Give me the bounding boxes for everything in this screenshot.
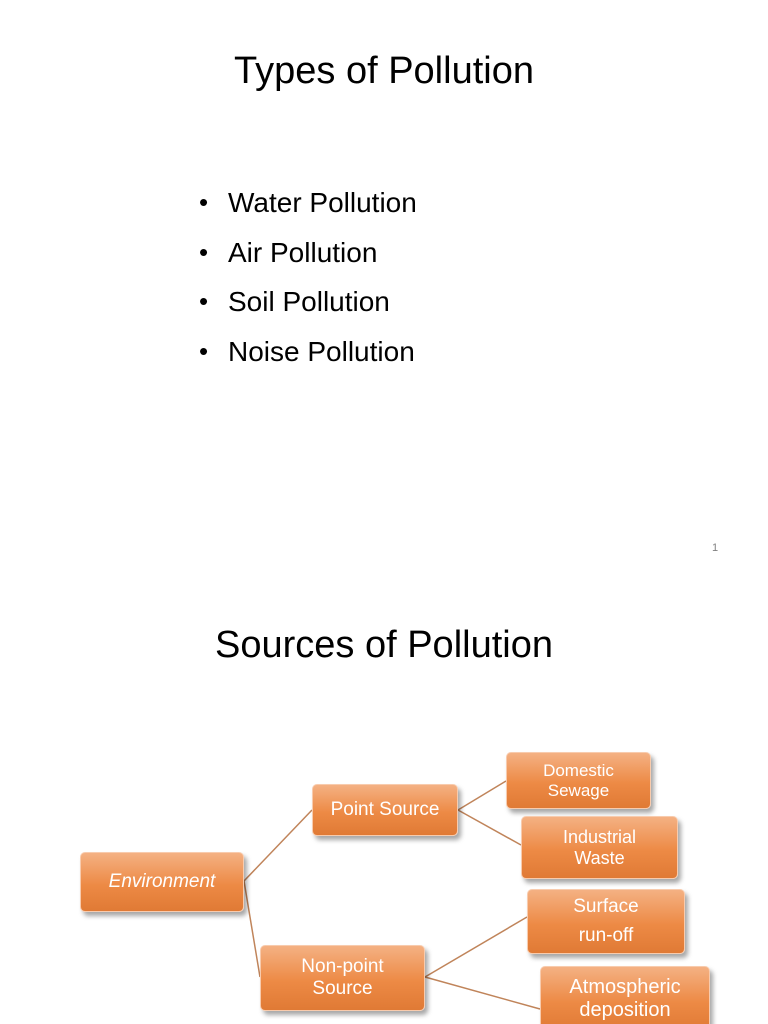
bullet-icon: • [199,187,209,217]
non-point-source-node: Non-point Source [260,945,425,1011]
industrial-waste-node: Industrial Waste [521,816,678,879]
list-item [196,277,417,327]
pollution-types-list [196,178,417,376]
connector-non-point-source-atmospheric-deposition [425,977,540,1009]
page-number: 1 [712,542,719,554]
domestic-sewage-node: Domestic Sewage [506,752,651,809]
connector-environment-point-source [244,810,312,881]
connector-point-source-domestic-sewage [458,781,506,810]
slide-title: Sources of Pollution [215,624,553,666]
point-source-node: Point Source [312,784,458,836]
list-item [196,228,417,278]
connector-point-source-industrial-waste [458,810,521,845]
list-item-label: Soil Pollution [228,286,390,317]
bullet-icon: • [199,286,209,316]
connector-non-point-source-surface-runoff [425,917,527,977]
pollution-sources-diagram [0,576,768,1024]
connector-environment-non-point-source [244,881,260,977]
list-item [196,178,417,228]
environment-node: Environment [80,852,244,912]
list-item-label: Noise Pollution [228,335,415,367]
list-item [196,327,417,377]
list-item-label: Water Pollution [228,187,417,218]
bullet-icon: • [199,236,209,267]
bullet-icon: • [199,335,209,366]
slide-sources-of-pollution [0,576,768,1024]
surface-runoff-node: Surface run-off [527,889,685,954]
slide-title: Types of Pollution [234,50,534,92]
atmospheric-deposition-node: Atmospheric deposition [540,966,710,1024]
list-item-label: Air Pollution [228,236,378,268]
